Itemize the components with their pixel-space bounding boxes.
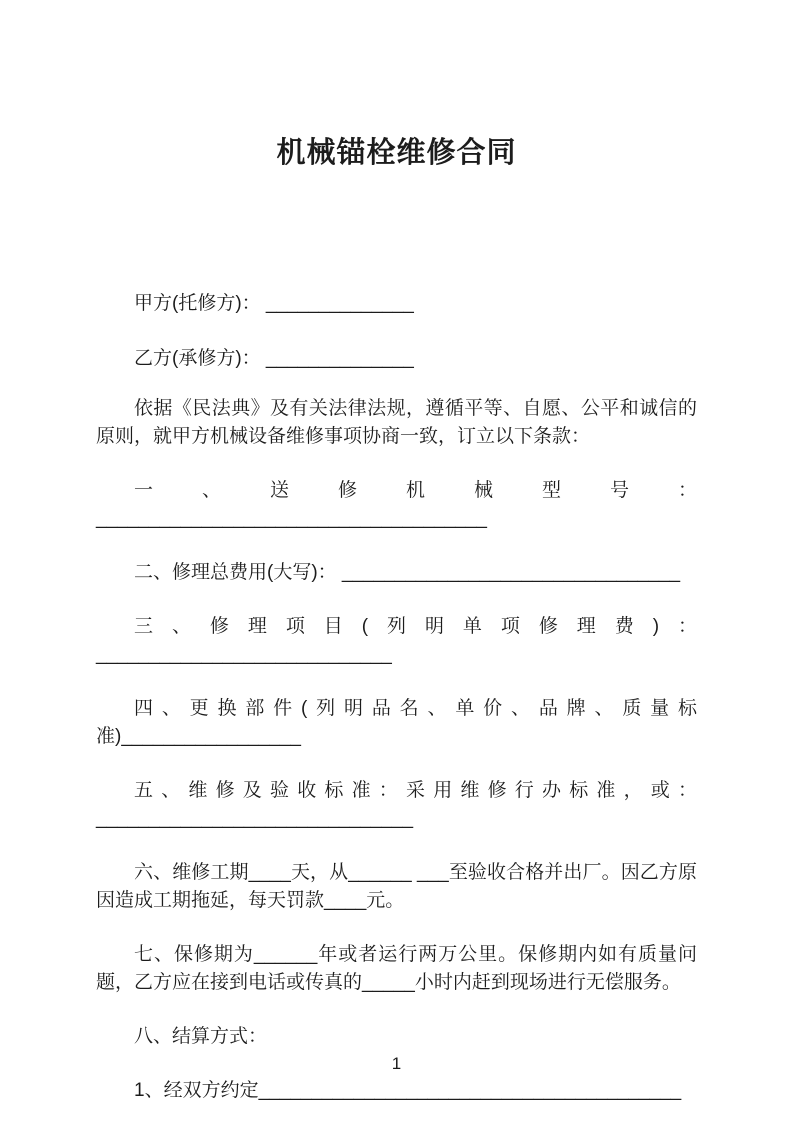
clause-4-replacement-parts: 四、更换部件(列明品名、单价、品牌、质量标准)_________________ (96, 698, 697, 747)
clause-5-acceptance-standard: 五、维修及验收标准：采用维修行办标准，或： ______________________________ (96, 780, 703, 829)
page-number: 1 (391, 1054, 402, 1073)
party-a-blank: ______________ (260, 293, 414, 314)
party-a-label: 甲方(托修方)： (134, 293, 261, 314)
clause-3-repair-items: 三、修理项目(列明单项修理费)： ____________________________ (96, 616, 703, 665)
party-b-blank: ______________ (260, 348, 414, 369)
clause-6-repair-period: 六、维修工期____天，从______ ___至验收合格并出厂。因乙方原因造成工期拖延，每天罚款____元。 (96, 862, 697, 911)
party-a-line (96, 290, 697, 318)
party-b-line (96, 345, 697, 373)
clause-2-total-fee: 二、修理总费用(大写)： ________________________________ (134, 562, 681, 583)
party-b-label: 乙方(承修方)： (134, 348, 261, 369)
clause-1-repair-model: 一、送修机械型号： _____________________________________ (96, 480, 703, 529)
clause-7-warranty: 七、保修期为______年或者运行两万公里。保修期内如有质量问题，乙方应在接到电话或传真的_____小时内赶到现场进行无偿服务。 (96, 944, 697, 993)
document-title: 机械锚栓维修合同 (276, 137, 517, 169)
clause-8-settlement: 八、结算方式： (134, 1026, 268, 1047)
subclause-1-agreement: 1、经双方约定________________________________________ (134, 1080, 682, 1101)
preamble: 依据《民法典》及有关法律法规，遵循平等、自愿、公平和诚信的原则，就甲方机械设备维修事项协商一致，订立以下条款： (96, 398, 697, 447)
